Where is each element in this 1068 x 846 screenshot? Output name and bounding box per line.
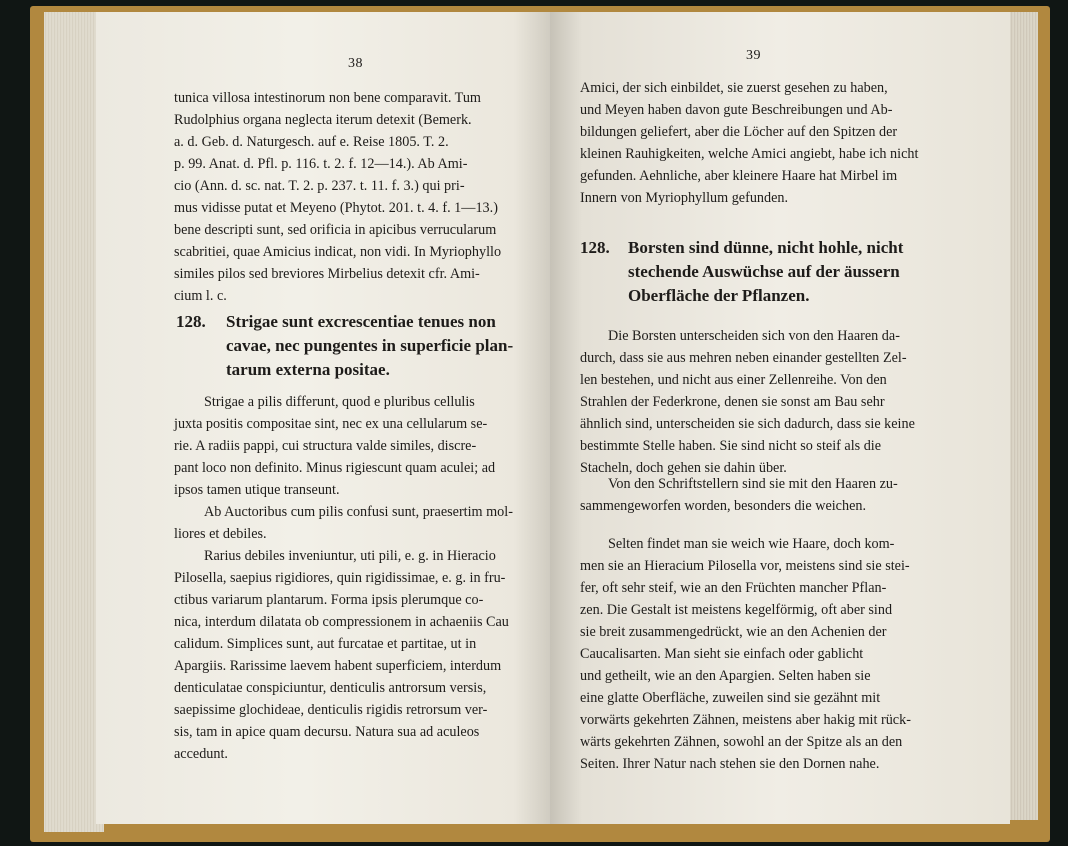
text-line: bildungen geliefert, aber die Löcher auf den Spitzen der [580, 124, 898, 140]
text-line: mus vidisse putat et Meyeno (Phytot. 201. t. 4. f. 1—13.) [174, 200, 498, 216]
body-line: sis, tam in apice quam decursu. Natura sua ad aculeos [174, 724, 480, 740]
text-line: cium l. c. [174, 288, 227, 304]
body-line: accedunt. [174, 746, 228, 762]
section-heading-line: Oberfläche der Pflanzen. [628, 286, 810, 305]
body-line: Von den Schriftstellern sind sie mit den Haaren zu- [608, 476, 898, 492]
section-heading-line: Borsten sind dünne, nicht hohle, nicht [628, 238, 904, 257]
body-line: bestimmte Stelle haben. Sie sind nicht so steif als die [580, 438, 882, 454]
body-line: denticulatae conspiciuntur, denticulis antrorsum versis, [174, 680, 487, 696]
body-line: Strigae a pilis differunt, quod e pluribus cellulis [204, 394, 475, 410]
section-heading-line: cavae, nec pungentes in superficie plan- [226, 336, 514, 355]
text-line: Amici, der sich einbildet, sie zuerst gesehen zu haben, [580, 80, 888, 96]
body-line: rie. A radiis pappi, cui structura valde similes, discre- [174, 438, 477, 454]
body-line: Rarius debiles inveniuntur, uti pili, e. g. in Hieracio [204, 548, 496, 564]
text-line: similes pilos sed breviores Mirbelius detexit cfr. Ami- [174, 266, 480, 282]
body-line: eine glatte Oberfläche, zuweilen sind sie gezähnt mit [580, 690, 881, 706]
body-line: ähnlich sind, unterscheiden sie sich dadurch, dass sie keine [580, 416, 915, 432]
text-line: und Meyen haben davon gute Beschreibungen und Ab- [580, 102, 893, 118]
page-number-left: 38 [348, 56, 363, 71]
body-line: Selten findet man sie weich wie Haare, doch kom- [608, 536, 895, 552]
body-line: juxta positis compositae sint, nec ex una cellularum se- [174, 416, 488, 432]
body-line: sammengeworfen worden, besonders die weichen. [580, 498, 867, 514]
body-line: saepissime glochideae, denticulis rigidis retrorsum ver- [174, 702, 488, 718]
body-line: Die Borsten unterscheiden sich von den Haaren da- [608, 328, 900, 344]
page-edges-left [44, 12, 104, 832]
body-line: fer, oft sehr steif, wie an den Früchten mancher Pflan- [580, 580, 887, 596]
text-line: a. d. Geb. d. Naturgesch. auf e. Reise 1805. T. 2. [174, 134, 449, 150]
body-line: durch, dass sie aus mehren neben einander gestellten Zel- [580, 350, 907, 366]
left-page [96, 12, 550, 824]
body-line: nica, interdum dilatata ob compressionem in achaeniis Cau [174, 614, 509, 630]
body-line: liores et debiles. [174, 526, 267, 542]
body-line: Stacheln, doch gehen sie dahin über. [580, 460, 787, 476]
body-line: Pilosella, saepius rigidiores, quin rigidissimae, e. g. in fru- [174, 570, 506, 586]
body-line: zen. Die Gestalt ist meistens kegelförmig, oft aber sind [580, 602, 893, 618]
body-line: vorwärts gekehrten Zähnen, meistens aber hakig mit rück- [580, 712, 911, 728]
body-line: ctibus variarum plantarum. Forma ipsis plerumque co- [174, 592, 484, 608]
text-line: kleinen Rauhigkeiten, welche Amici angiebt, habe ich nicht [580, 146, 919, 162]
body-line: Strahlen der Federkrone, denen sie sonst am Bau sehr [580, 394, 885, 410]
section-number-right: 128. [580, 238, 610, 257]
body-line: ipsos tamen utique transeunt. [174, 482, 340, 498]
body-line: len bestehen, und nicht aus einer Zellenreihe. Von den [580, 372, 887, 388]
text-line: cio (Ann. d. sc. nat. T. 2. p. 237. t. 11. f. 3.) qui pri- [174, 178, 465, 194]
text-line: Rudolphius organa neglecta iterum detexit (Bemerk. [174, 112, 472, 128]
body-line: Apargiis. Rarissime laevem habent superficiem, interdum [174, 658, 502, 674]
section-heading-line: tarum externa positae. [226, 360, 390, 379]
body-line: calidum. Simplices sunt, aut furcatae et partitae, ut in [174, 636, 477, 652]
text-line: tunica villosa intestinorum non bene comparavit. Tum [174, 90, 481, 106]
text-line: p. 99. Anat. d. Pfl. p. 116. t. 2. f. 12—14.). Ab Ami- [174, 156, 468, 172]
body-line: Caucalisarten. Man sieht sie einfach oder gablicht [580, 646, 864, 662]
section-heading-line: Strigae sunt excrescentiae tenues non [226, 312, 496, 331]
body-line: wärts gekehrten Zähnen, sowohl an der Spitze als an den [580, 734, 903, 750]
text-line: Innern von Myriophyllum gefunden. [580, 190, 789, 206]
text-line: gefunden. Aehnliche, aber kleinere Haare hat Mirbel im [580, 168, 898, 184]
text-line: bene descripti sunt, sed orificia in apicibus verrucularum [174, 222, 497, 238]
right-page [550, 12, 1010, 824]
body-line: und getheilt, wie an den Apargien. Selten haben sie [580, 668, 871, 684]
body-line: Seiten. Ihrer Natur nach stehen sie den Dornen nahe. [580, 756, 880, 772]
body-line: Ab Auctoribus cum pilis confusi sunt, praesertim mol- [204, 504, 513, 520]
body-line: sie breit zusammengedrückt, wie an den Achenien der [580, 624, 887, 640]
body-line: men sie an Hieracium Pilosella vor, meistens sind sie stei- [580, 558, 910, 574]
page-number-right: 39 [746, 48, 761, 63]
text-line: scabritiei, quae Amicius indicat, non vidi. In Myriophyllo [174, 244, 502, 260]
body-line: pant loco non definito. Minus rigiescunt quam aculei; ad [174, 460, 496, 476]
section-heading-line: stechende Auswüchse auf der äussern [628, 262, 900, 281]
section-number-left: 128. [176, 312, 206, 331]
